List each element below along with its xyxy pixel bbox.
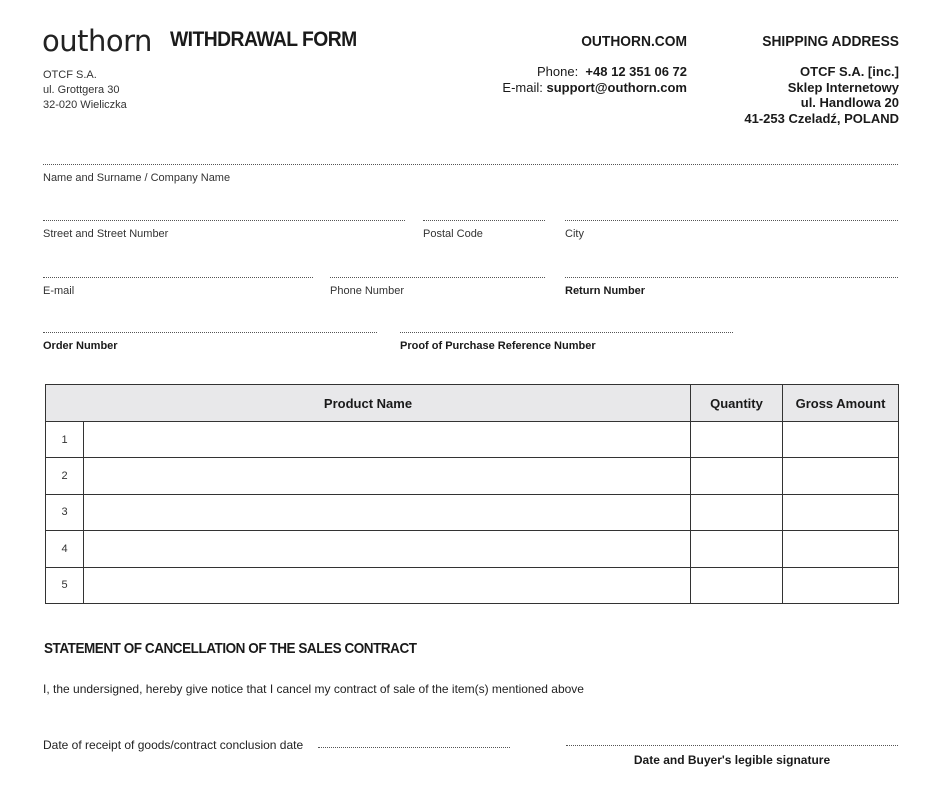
phone-field[interactable]: [330, 277, 545, 278]
company-address: [43, 68, 127, 113]
phone-row: [470, 64, 687, 80]
receipt-date-label: Date of receipt of goods/contract conclusion date: [43, 738, 304, 752]
ship-line-3: ul. Handlowa 20: [800, 95, 899, 110]
shipping-heading: SHIPPING ADDRESS: [762, 33, 899, 50]
quantity-cell[interactable]: [691, 531, 783, 567]
signature-label: Date and Buyer's legible signature: [633, 753, 831, 767]
product-name-cell[interactable]: [84, 567, 691, 603]
gross-amount-cell[interactable]: [783, 567, 899, 603]
quantity-cell[interactable]: [691, 422, 783, 458]
ship-line-2: Sklep Internetowy: [787, 79, 899, 95]
table-row: [46, 458, 899, 494]
email-field[interactable]: [43, 277, 313, 278]
form-title: WITHDRAWAL FORM: [170, 28, 357, 51]
outhorn-logo: outhorn: [42, 24, 152, 58]
website: OUTHORN.COM: [581, 33, 687, 50]
product-name-header: Product Name: [46, 385, 691, 422]
table-row: [46, 567, 899, 603]
quantity-cell[interactable]: [691, 494, 783, 530]
order-number-label: Order Number: [43, 340, 118, 352]
city-label: City: [565, 228, 584, 240]
quantity-cell[interactable]: [691, 458, 783, 494]
company-line-3: 32-020 Wieliczka: [43, 99, 127, 111]
return-number-label: Return Number: [565, 285, 646, 297]
gross-amount-cell[interactable]: [783, 422, 899, 458]
company-line-1: OTCF S.A.: [43, 69, 97, 81]
city-field[interactable]: [565, 220, 898, 221]
ship-line-4: 41-253 Czeladź, POLAND: [744, 110, 899, 126]
proof-label: Proof of Purchase Reference Number: [400, 340, 596, 352]
phone-value: +48 12 351 06 72: [585, 64, 687, 79]
street-label: Street and Street Number: [43, 228, 169, 240]
products-table: [45, 384, 899, 604]
return-number-field[interactable]: [565, 277, 898, 278]
product-name-cell[interactable]: [84, 458, 691, 494]
quantity-header: Quantity: [691, 385, 783, 422]
quantity-cell[interactable]: [691, 567, 783, 603]
phone-field-label: Phone Number: [330, 285, 404, 297]
street-field[interactable]: [43, 220, 405, 221]
postal-field[interactable]: [423, 220, 545, 221]
product-name-cell[interactable]: [84, 531, 691, 567]
order-number-field[interactable]: [43, 332, 377, 333]
gross-amount-header: Gross Amount: [783, 385, 899, 422]
product-name-cell[interactable]: [84, 494, 691, 530]
row-number: 1: [46, 422, 84, 458]
proof-field[interactable]: [400, 332, 733, 333]
row-number: 3: [46, 494, 84, 530]
table-header-row: [46, 385, 899, 422]
table-row: [46, 531, 899, 567]
row-number: 5: [46, 567, 84, 603]
receipt-date-field[interactable]: [318, 747, 510, 748]
signature-field[interactable]: [566, 745, 898, 746]
email-value: support@outhorn.com: [546, 80, 687, 95]
row-number: 2: [46, 458, 84, 494]
statement-text: I, the undersigned, hereby give notice that I cancel my contract of sale of the item(s) mentioned above: [43, 682, 584, 696]
email-row: [470, 80, 687, 96]
email-field-label: E-mail: [43, 285, 75, 297]
contact-info: [470, 64, 687, 96]
gross-amount-cell[interactable]: [783, 494, 899, 530]
shipping-address: [700, 64, 899, 126]
phone-label: Phone:: [536, 64, 579, 79]
name-label: Name and Surname / Company Name: [43, 172, 231, 184]
postal-label: Postal Code: [423, 228, 483, 240]
product-name-cell[interactable]: [84, 422, 691, 458]
email-label: E-mail:: [502, 80, 543, 95]
name-field[interactable]: [43, 164, 898, 165]
row-number: 4: [46, 531, 84, 567]
gross-amount-cell[interactable]: [783, 531, 899, 567]
table-row: [46, 422, 899, 458]
table-row: [46, 494, 899, 530]
ship-line-1: OTCF S.A. [inc.]: [800, 64, 899, 79]
statement-heading: STATEMENT OF CANCELLATION OF THE SALES CONTRACT: [44, 640, 417, 657]
company-line-2: ul. Grottgera 30: [43, 84, 120, 96]
gross-amount-cell[interactable]: [783, 458, 899, 494]
